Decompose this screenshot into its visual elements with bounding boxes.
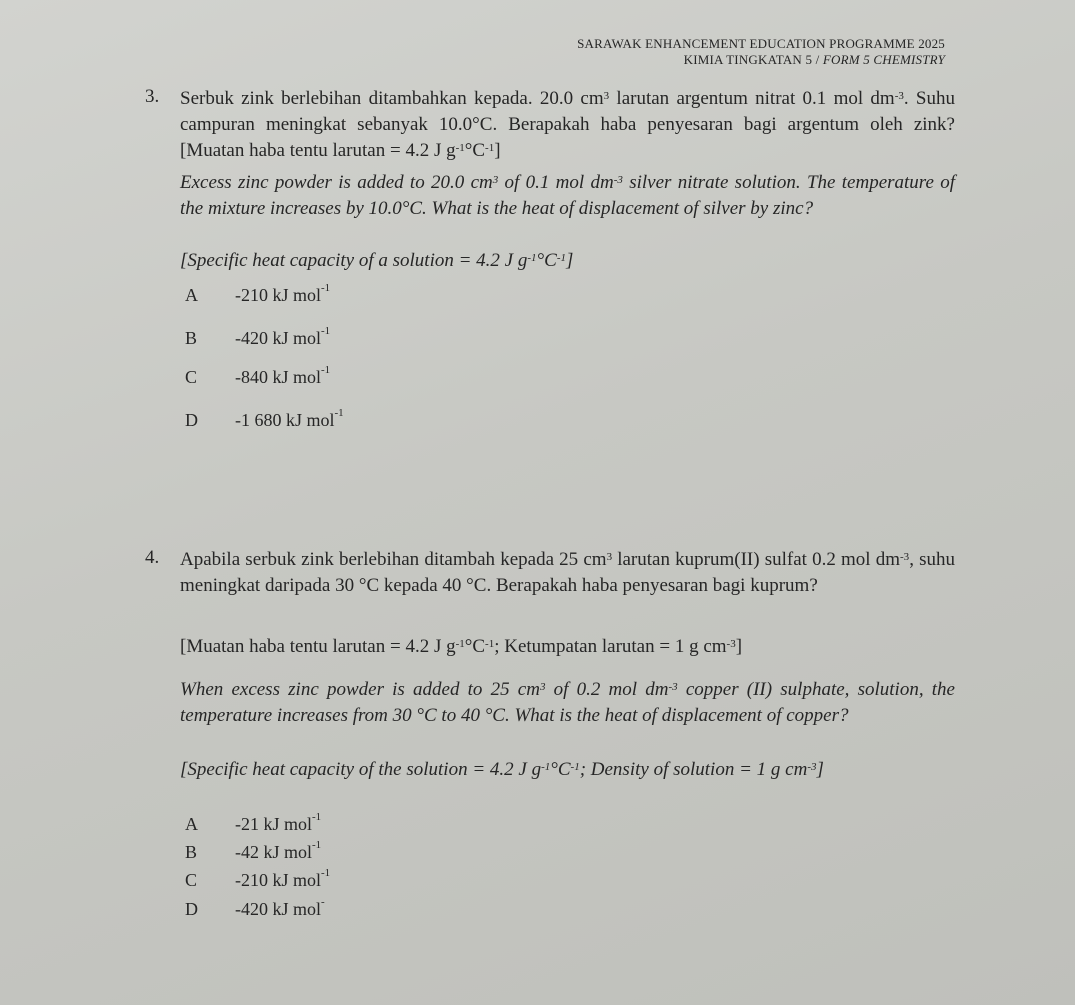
superscript: -3	[726, 638, 736, 650]
subject-english: FORM 5 CHEMISTRY	[822, 52, 945, 67]
option-unit-exponent: -1	[321, 364, 331, 376]
superscript: -1	[527, 252, 537, 264]
superscript: -1	[485, 638, 495, 650]
text-run: Serbuk zink berlebihan ditambahkan kepada. 20.0 cm	[180, 88, 604, 109]
text-run: When excess zinc powder is added to 25 cm	[180, 679, 540, 700]
superscript: -1	[570, 761, 580, 773]
question-3-number: 3.	[145, 86, 160, 107]
option-value: -840 kJ mol	[235, 367, 322, 387]
option-unit-exponent: -1	[334, 407, 344, 419]
question-4-malay	[180, 547, 955, 599]
subject-title	[577, 52, 945, 68]
superscript: -1	[455, 638, 465, 650]
superscript: -1	[541, 761, 551, 773]
subject-malay: KIMIA TINGKATAN 5 /	[683, 52, 823, 67]
text-run: °C	[464, 636, 486, 657]
text-run: , suhu meningkat daripada 30 °C kepada 40 °C. Berapakah haba penyesaran bagi kuprum?	[180, 549, 955, 596]
question-3-english	[180, 170, 955, 222]
text-run: ; Density of solution = 1 g cm	[579, 759, 808, 780]
question-4-option-a[interactable]	[185, 811, 322, 835]
text-run: ]	[816, 759, 824, 780]
text-run: °C	[464, 140, 486, 161]
option-unit-exponent: -1	[312, 811, 322, 823]
option-letter: C	[185, 870, 198, 890]
question-4-option-d[interactable]	[185, 896, 325, 920]
text-run: [Specific heat capacity of the solution = 4.2 J g	[180, 759, 542, 780]
option-value: -42 kJ mol	[235, 842, 313, 862]
question-3-malay	[180, 86, 955, 164]
option-letter: C	[185, 367, 198, 387]
superscript: -3	[613, 174, 623, 186]
question-4-option-c[interactable]	[185, 867, 331, 891]
text-run: [Muatan haba tentu larutan = 4.2 J g	[180, 636, 456, 657]
text-run: ]	[735, 636, 743, 657]
superscript: 3	[492, 174, 499, 186]
option-value: -21 kJ mol	[235, 814, 313, 834]
option-letter: B	[185, 842, 198, 862]
text-run: [Specific heat capacity of a solution = 4.2 J g	[180, 250, 528, 271]
question-3-option-a[interactable]	[185, 282, 331, 306]
text-run: . Suhu campuran meningkat sebanyak 10.0°C. Berapakah haba penyesaran bagi argentum oleh zink?[Muatan haba tentu larutan = 4.2 J g	[180, 88, 955, 161]
question-3-option-d[interactable]	[185, 407, 344, 431]
option-letter: D	[185, 410, 198, 430]
text-run: larutan argentum nitrat 0.1 mol dm	[609, 88, 895, 109]
question-4-note	[180, 757, 955, 783]
question-4-option-b[interactable]	[185, 839, 322, 863]
text-run: ]	[494, 140, 501, 161]
question-3-option-c[interactable]	[185, 364, 331, 388]
question-4-malay-note	[180, 634, 955, 660]
superscript: -1	[556, 252, 566, 264]
superscript: -1	[455, 142, 465, 154]
text-run: Apabila serbuk zink berlebihan ditambah kepada 25 cm	[180, 549, 607, 570]
option-value: -1 680 kJ mol	[235, 410, 335, 430]
question-3-option-b[interactable]	[185, 325, 331, 349]
question-3-note	[180, 248, 955, 274]
text-run: silver nitrate solution. The temperature of the mixture increases by 10.0°C. What is the heat of displacement of silver by zinc?	[180, 172, 956, 219]
option-letter: B	[185, 328, 198, 348]
option-value: -420 kJ mol	[235, 899, 322, 919]
superscript: 3	[603, 90, 610, 102]
option-unit-exponent: -1	[312, 839, 322, 851]
text-run: of 0.1 mol dm	[498, 172, 614, 193]
text-run: of 0.2 mol dm	[545, 679, 669, 700]
superscript: -3	[894, 90, 904, 102]
text-run: Excess zinc powder is added to 20.0 cm	[180, 172, 493, 193]
option-letter: D	[185, 899, 198, 919]
option-letter: A	[185, 814, 198, 834]
superscript: 3	[539, 681, 546, 693]
option-value: -210 kJ mol	[235, 285, 322, 305]
option-value: -420 kJ mol	[235, 328, 322, 348]
option-letter: A	[185, 285, 198, 305]
text-run: larutan kuprum(II) sulfat 0.2 mol dm	[612, 549, 901, 570]
option-unit-exponent: -1	[321, 325, 331, 337]
text-run: ; Ketumpatan larutan = 1 g cm	[494, 636, 727, 657]
option-unit-exponent: -1	[321, 282, 331, 294]
option-value: -210 kJ mol	[235, 870, 322, 890]
question-4-english	[180, 677, 955, 729]
question-4-number: 4.	[145, 547, 160, 568]
option-unit-exponent: -1	[321, 867, 331, 879]
superscript: 3	[606, 551, 613, 563]
option-unit-exponent: -	[321, 896, 325, 908]
text-run: °C	[550, 759, 571, 780]
superscript: -3	[807, 761, 817, 773]
superscript: -1	[485, 142, 495, 154]
text-run: copper (II) sulphate, solution, the temperature increases from 30 °C to 40 °C. What is the heat of displacement of copper?	[180, 679, 955, 726]
superscript: -3	[668, 681, 678, 693]
programme-title: SARAWAK ENHANCEMENT EDUCATION PROGRAMME 2025	[577, 36, 945, 51]
superscript: -3	[900, 551, 910, 563]
exam-header	[577, 36, 945, 68]
text-run: ]	[566, 250, 574, 271]
text-run: °C	[536, 250, 557, 271]
